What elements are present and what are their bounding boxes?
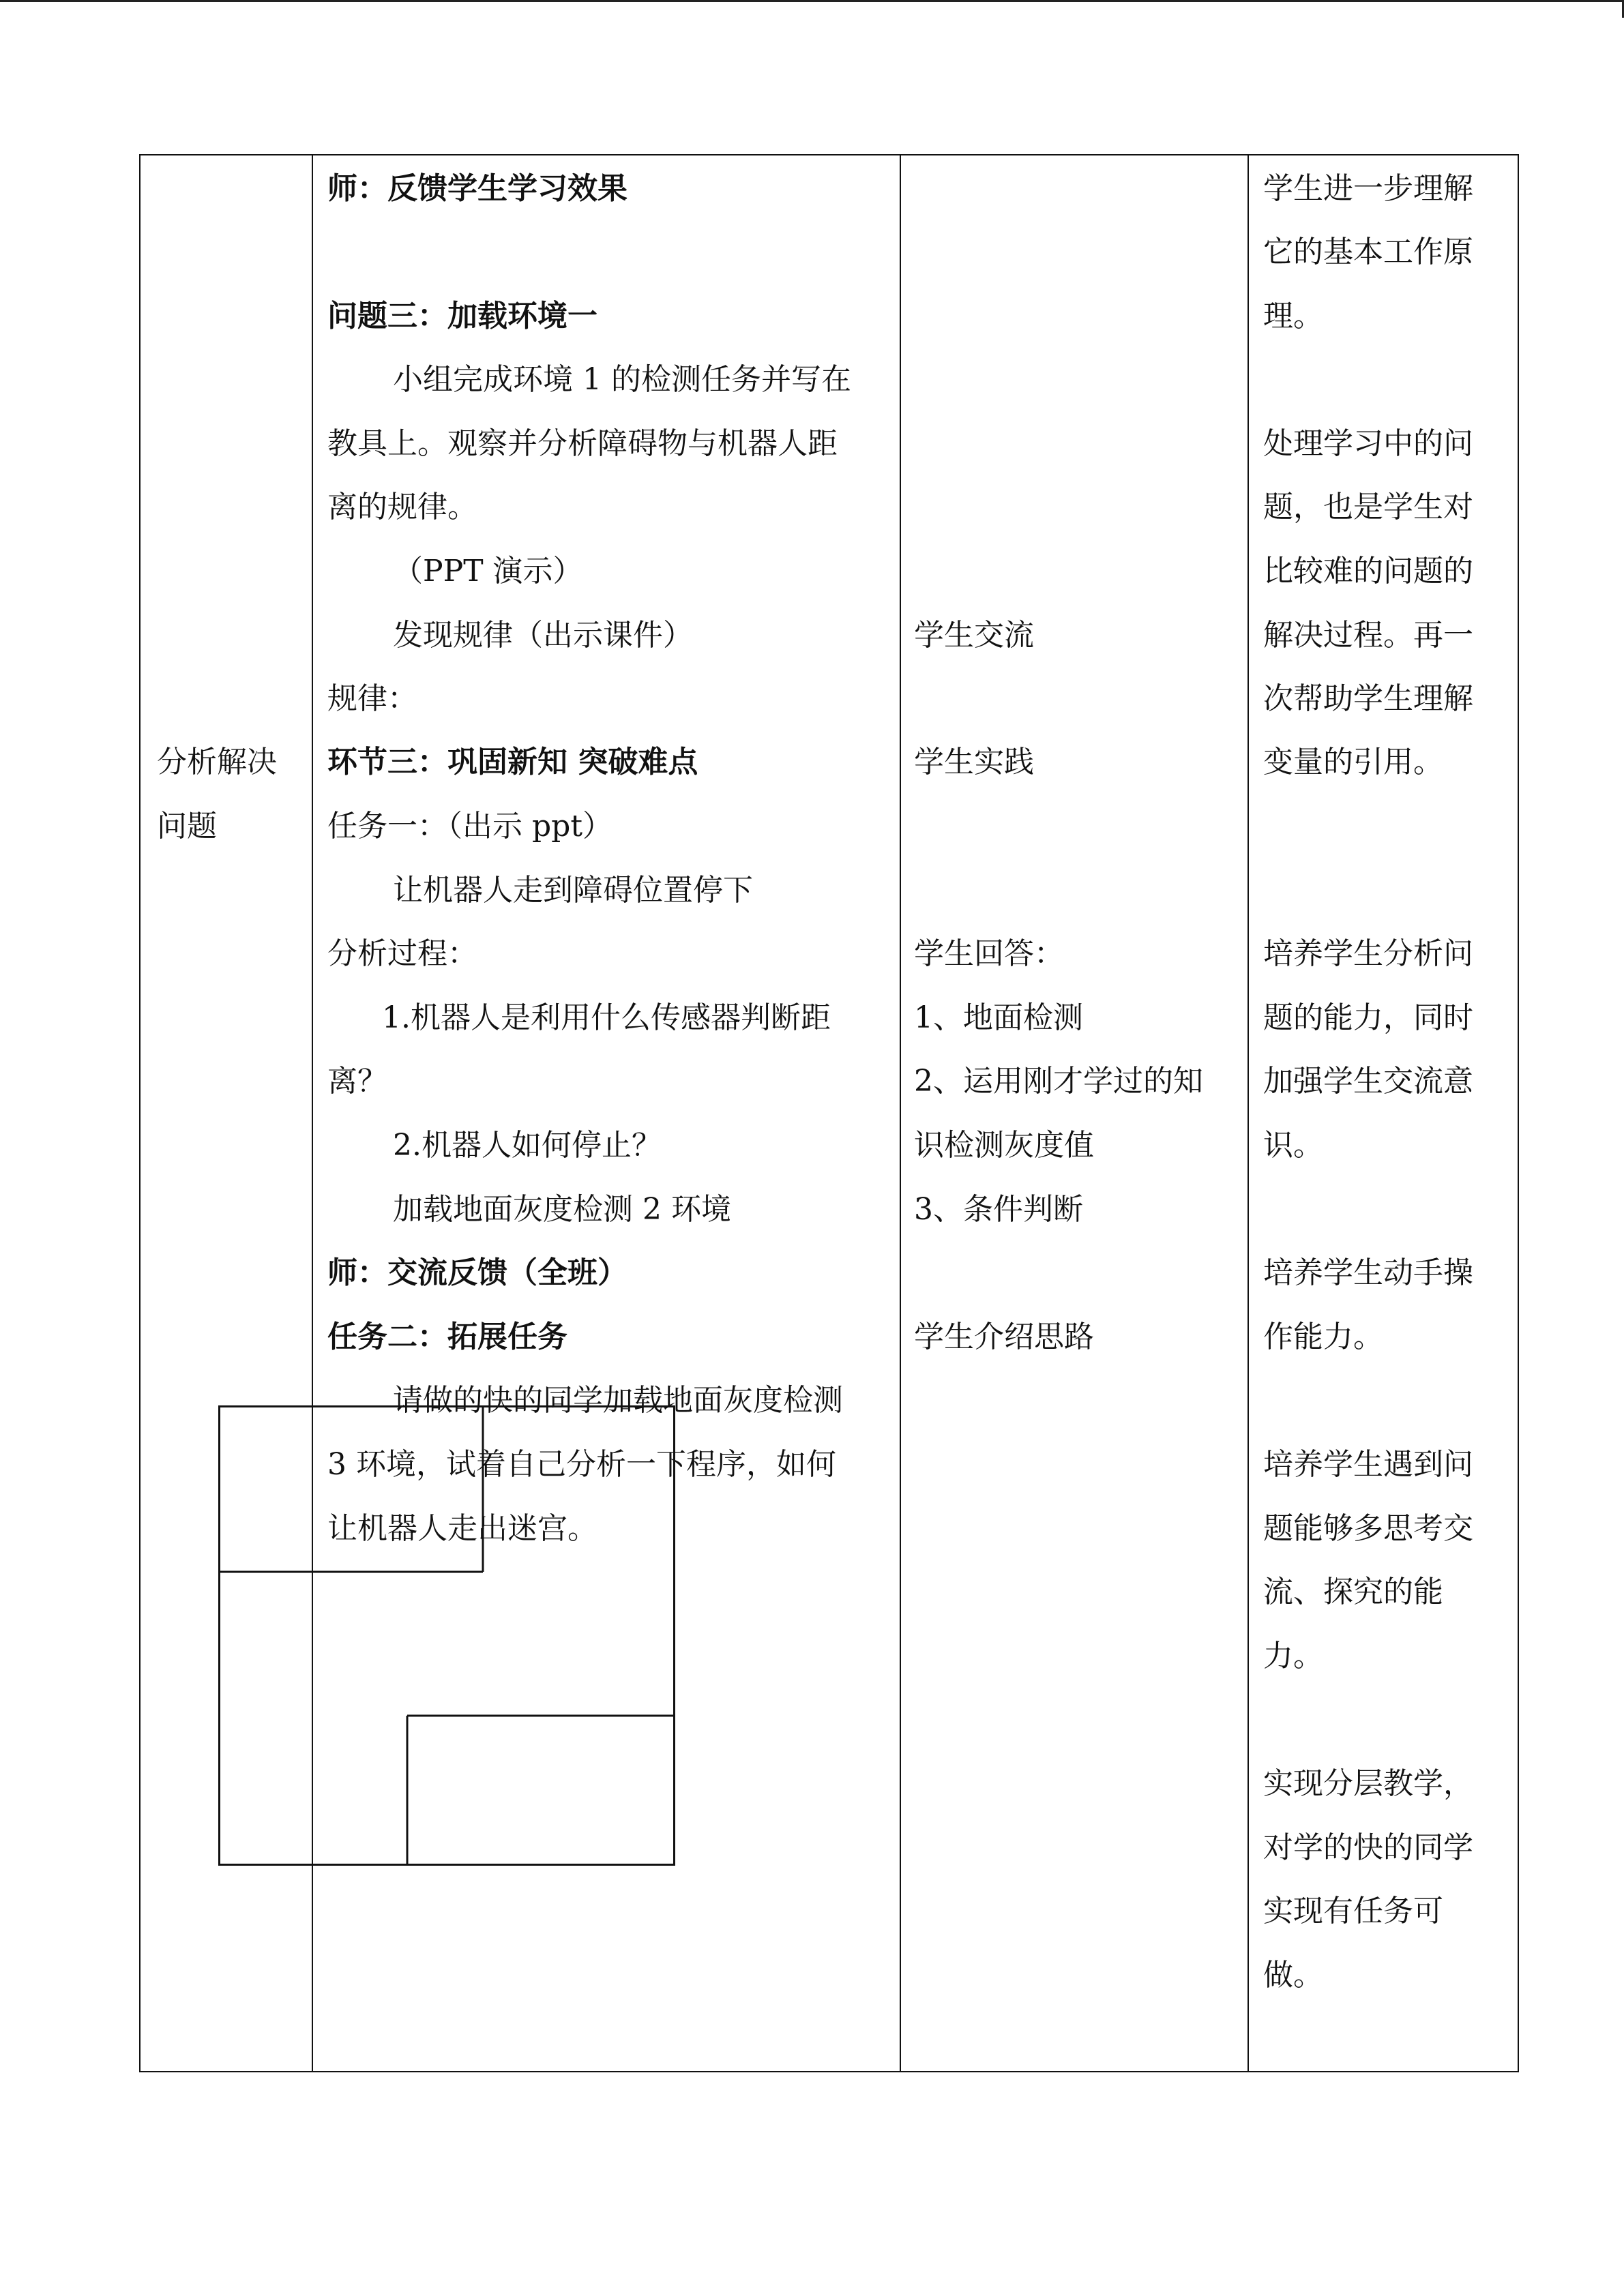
intent-text-line: 培养学生分析问 bbox=[1263, 936, 1473, 971]
student-text-line: 3、条件判断 bbox=[914, 1192, 1083, 1227]
stage-three-heading: 环节三：巩固新知 突破难点 bbox=[327, 745, 698, 779]
task-one-heading: 任务一：（出示 ppt） bbox=[327, 809, 612, 844]
intent-text-line: 处理学习中的问 bbox=[1263, 426, 1473, 461]
teacher-text-line: 加载地面灰度检测 2 环境 bbox=[393, 1192, 731, 1227]
student-text-line: 学生实践 bbox=[914, 745, 1034, 779]
teacher-text-line: 教具上。观察并分析障碍物与机器人距 bbox=[327, 426, 838, 461]
intent-text-line: 对学的快的同学 bbox=[1263, 1830, 1473, 1865]
intent-text-line: 力。 bbox=[1263, 1639, 1323, 1673]
teacher-text-line: 请做的快的同学加载地面灰度检测 bbox=[393, 1383, 843, 1418]
intent-text-line: 它的基本工作原 bbox=[1263, 235, 1473, 269]
teacher-text-line: （PPT 演示） bbox=[393, 554, 583, 588]
maze-outer-wall bbox=[220, 1407, 675, 1865]
task-two-heading: 任务二：拓展任务 bbox=[327, 1320, 567, 1354]
intent-text-line: 理。 bbox=[1263, 299, 1323, 333]
teacher-text-line: 发现规律（出示课件） bbox=[393, 618, 693, 653]
stage-label-line-1: 分析解决 bbox=[157, 745, 277, 779]
intent-text-line: 识。 bbox=[1263, 1128, 1323, 1163]
student-text-line: 学生介绍思路 bbox=[914, 1320, 1094, 1354]
student-text-line: 1、地面检测 bbox=[914, 1000, 1083, 1035]
intent-text-line: 实现分层教学， bbox=[1263, 1766, 1473, 1801]
intent-text-line: 题能够多思考交 bbox=[1263, 1511, 1473, 1546]
teacher-text-line: 让机器人走到障碍位置停下 bbox=[393, 873, 753, 908]
intent-text-line: 解决过程。再一 bbox=[1263, 618, 1473, 653]
column-divider-3 bbox=[1247, 155, 1249, 2071]
teacher-text-line: 让机器人走出迷宫。 bbox=[327, 1511, 597, 1546]
intent-text-line: 变量的引用。 bbox=[1263, 745, 1443, 779]
teacher-feedback-heading: 师：反馈学生学习效果 bbox=[327, 171, 628, 206]
intent-text-line: 加强学生交流意 bbox=[1263, 1064, 1473, 1099]
page-top-border bbox=[0, 0, 1624, 2]
student-text-line: 2、运用刚才学过的知 bbox=[914, 1064, 1203, 1099]
question-three-heading: 问题三：加载环境一 bbox=[327, 299, 597, 333]
teacher-text-line: 2.机器人如何停止？ bbox=[393, 1128, 662, 1163]
intent-text-line: 培养学生动手操 bbox=[1263, 1255, 1473, 1290]
teacher-text-line: 1.机器人是利用什么传感器判断距 bbox=[382, 1000, 831, 1035]
intent-text-line: 流、探究的能 bbox=[1263, 1575, 1443, 1609]
student-text-line: 识检测灰度值 bbox=[914, 1128, 1094, 1163]
intent-text-line: 做。 bbox=[1263, 1958, 1323, 1993]
intent-text-line: 比较难的问题的 bbox=[1263, 554, 1473, 588]
teacher-text-line: 小组完成环境 1 的检测任务并写在 bbox=[393, 362, 851, 397]
teacher-text-line: 规律： bbox=[327, 681, 417, 716]
class-feedback-heading: 师：交流反馈（全班） bbox=[327, 1255, 628, 1290]
intent-text-line: 学生进一步理解 bbox=[1263, 171, 1473, 206]
teacher-text-line: 离？ bbox=[327, 1064, 387, 1099]
student-text-line: 学生回答： bbox=[914, 936, 1064, 971]
intent-text-line: 作能力。 bbox=[1263, 1320, 1383, 1354]
column-divider-2 bbox=[900, 155, 901, 2071]
teacher-text-line: 分析过程： bbox=[327, 936, 477, 971]
intent-text-line: 实现有任务可 bbox=[1263, 1894, 1443, 1928]
intent-text-line: 培养学生遇到问 bbox=[1263, 1447, 1473, 1482]
student-text-line: 学生交流 bbox=[914, 618, 1034, 653]
stage-label-line-2: 问题 bbox=[157, 809, 217, 844]
maze-diagram bbox=[218, 1405, 675, 1866]
teacher-text-line: 3 环境，试着自己分析一下程序，如何 bbox=[327, 1447, 836, 1482]
teacher-text-line: 离的规律。 bbox=[327, 490, 477, 524]
intent-text-line: 次帮助学生理解 bbox=[1263, 681, 1473, 716]
intent-text-line: 题，也是学生对 bbox=[1263, 490, 1473, 524]
intent-text-line: 题的能力，同时 bbox=[1263, 1000, 1473, 1035]
